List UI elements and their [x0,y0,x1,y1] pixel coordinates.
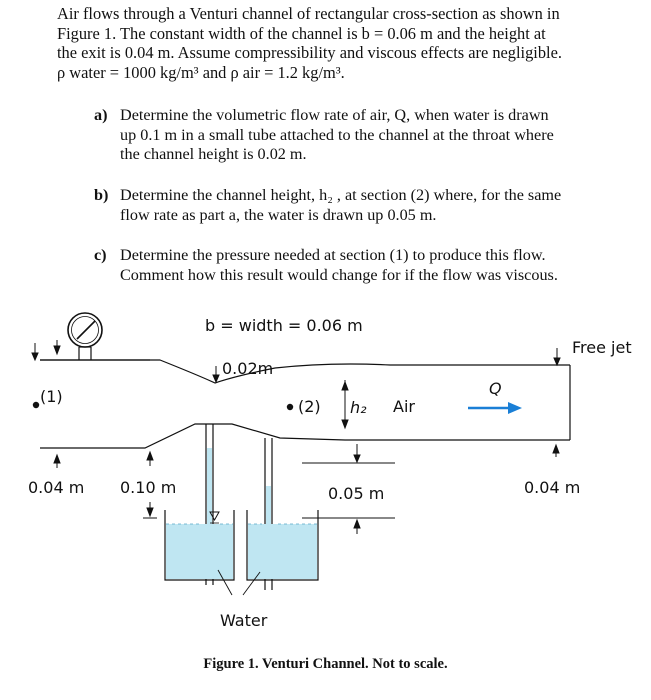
free-jet-label: Free jet [572,338,632,357]
intro-line-3: the exit is 0.04 m. Assume compressibility and viscous effects are negligible. [57,43,562,63]
intro-line-2: Figure 1. The constant width of the channel is b = 0.06 m and the height at [57,23,546,43]
question-a-label: a) [94,106,108,124]
pressure-gauge-icon [68,313,102,360]
water-label: Water [220,611,268,630]
question-a-line: up 0.1 m in a small tube attached to the channel at the throat where [120,125,554,144]
flow-label: Q [489,379,502,398]
flow-arrow-icon [468,402,522,414]
section-2-label: (2) [298,397,321,416]
h2-label: h₂ [350,398,367,417]
question-c-label: c) [94,246,107,264]
question-a-line: the channel height is 0.02 m. [120,145,307,164]
section-1-point [33,402,39,408]
rise-b-label: 0.05 m [328,484,385,503]
intro-line-4: ρ water = 1000 kg/m³ and ρ air = 1.2 kg/m³. [57,62,345,82]
question-b-label: b) [94,186,109,204]
question-b-line: flow rate as part a, the water is drawn up 0.05 m. [120,205,437,224]
exit-height-label: 0.04 m [524,478,581,497]
air-label: Air [393,397,415,416]
section-1-label: (1) [40,387,63,406]
intro-line-1: Air flows through a Venturi channel of rectangular cross-section as shown in [57,4,560,23]
channel-bottom-wall [40,424,570,448]
throat-label: 0.02m [222,359,274,378]
water-fill [166,448,317,579]
width-label: b = width = 0.06 m [205,316,363,335]
question-c-line: Comment how this result would change for if the flow was viscous. [120,265,558,284]
question-c-line: Determine the pressure needed at section (1) to produce this flow. [120,246,546,264]
section-2-point [287,404,293,410]
inlet-height-label: 0.04 m [28,478,85,497]
rise-a-label: 0.10 m [120,478,177,497]
question-a-line: Determine the volumetric flow rate of air, Q, when water is drawn [120,106,549,124]
question-b-line: Determine the channel height, h₂ , at section (2) where, for the same [120,186,562,204]
figure-caption: Figure 1. Venturi Channel. Not to scale. [203,656,448,672]
